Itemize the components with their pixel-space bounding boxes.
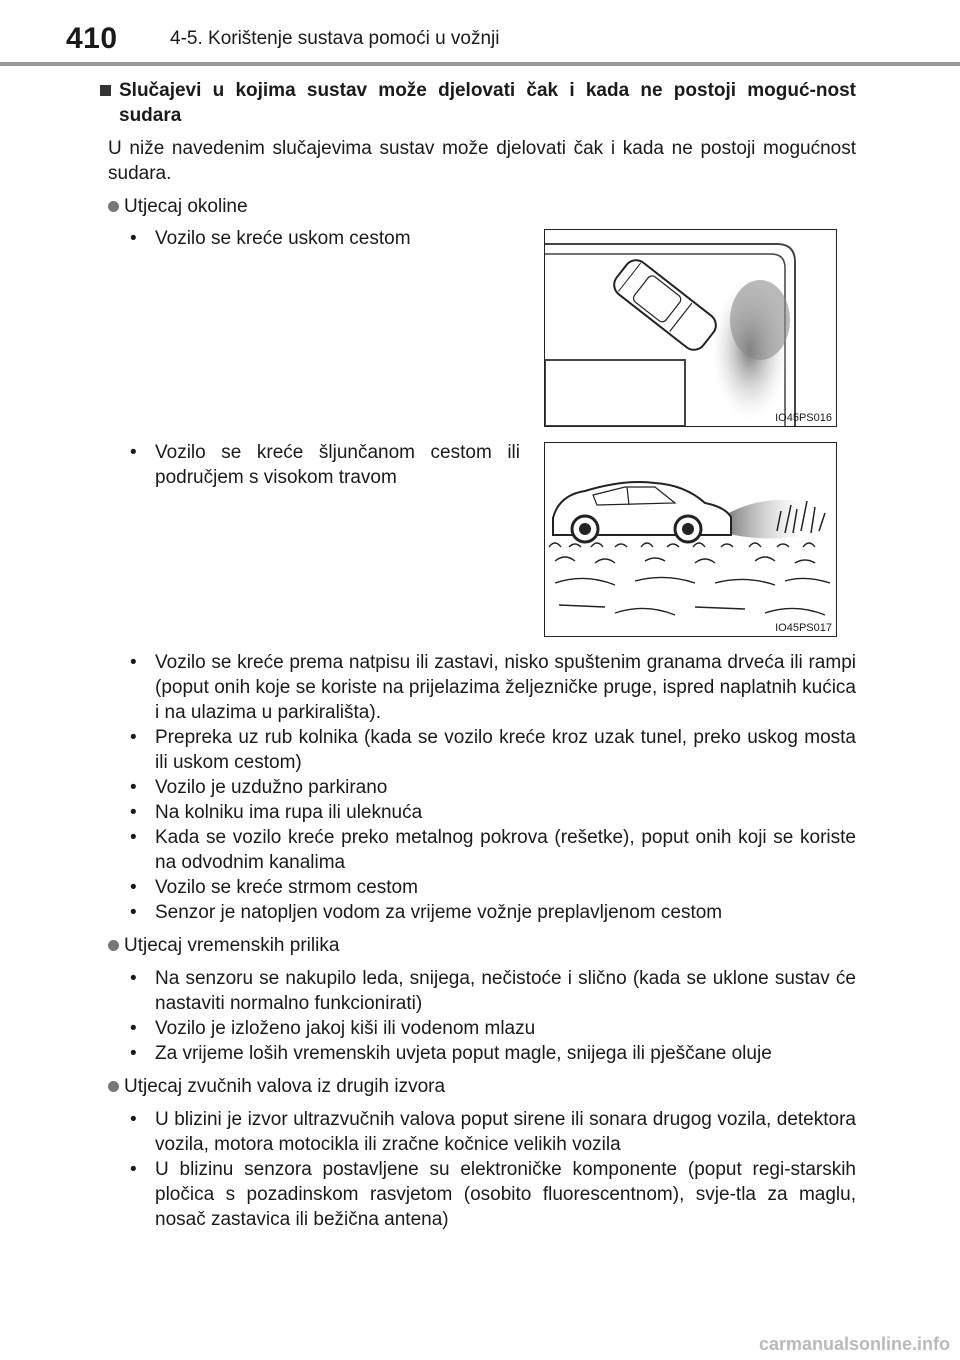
list-item: • Vozilo se kreće strmom cestom [100, 875, 856, 900]
page-number: 410 [66, 22, 118, 55]
list-item: • Vozilo se kreće prema natpisu ili zastavi, nisko spuštenim granama drveća ili rampi (poput onih koje se koriste na prijelazima željezničke pruge, ispred naplatnih kućica i na ulazima u parkirališta). [100, 650, 856, 725]
lower-content [100, 650, 856, 1232]
figure-code: IO45PS016 [775, 412, 832, 424]
circle-bullet-icon [108, 1081, 119, 1092]
list-item: • U blizini je izvor ultrazvučnih valova poput sirene ili sonara drugog vozila, detektora vozila, motora motocikla ili zračne kočnice velikih vozila [100, 1107, 856, 1157]
list-item: • Na kolniku ima rupa ili uleknuća [100, 800, 856, 825]
figure2-caption [100, 440, 520, 490]
figure1-caption [100, 226, 520, 251]
section-title: 4-5. Korištenje sustava pomoći u vožnji [170, 28, 500, 49]
list-item: • Kada se vozilo kreće preko metalnog pokrova (rešetke), poput onih koji se koriste na odvodnim kanalima [100, 825, 856, 875]
intro-paragraph: U niže navedenim slučajevima sustav može djelovati čak i kada ne postoji mogućnost sudara. [108, 138, 856, 184]
list-item: • Vozilo je uzdužno parkirano [100, 775, 856, 800]
heading-text: Slučajevi u kojima sustav može djelovati čak i kada ne postoji moguć-nost sudara [119, 80, 856, 126]
main-content [100, 78, 856, 219]
page-header [0, 0, 960, 62]
list-item: • Za vrijeme loših vremenskih uvjeta poput magle, snijega ili pješčane oluje [100, 1041, 856, 1066]
subheading-weather [108, 933, 856, 958]
circle-bullet-icon [108, 201, 119, 212]
list-item: • Prepreka uz rub kolnika (kada se vozilo kreće kroz uzak tunel, preko uskog mosta ili uskom cestom) [100, 725, 856, 775]
figure-narrow-road [544, 229, 837, 427]
subheading-environment [108, 194, 856, 219]
page-footer [0, 1334, 960, 1360]
section-heading [100, 78, 856, 128]
list-item: • Na senzoru se nakupilo leda, snijega, nečistoće i slično (kada se uklone sustav će nastaviti normalno funkcionirati) [100, 966, 856, 1016]
figure-code: IO45PS017 [775, 622, 832, 634]
subheading-text: Utjecaj okoline [124, 196, 248, 217]
narrow-road-illustration [545, 230, 836, 426]
subheading-text: Utjecaj vremenskih prilika [124, 935, 340, 956]
circle-bullet-icon [108, 940, 119, 951]
list-item: • Vozilo se kreće uskom cestom [100, 226, 520, 251]
list-item: • Vozilo se kreće šljunčanom cestom ili područjem s visokom travom [100, 440, 520, 490]
watermark-text[interactable]: carmanualsonline.info [758, 1334, 950, 1354]
list-item: • U blizinu senzora postavljene su elektroničke komponente (poput regi-starskih pločica s pozadinskom rasvjetom (osobito fluorescentnom), svje-tla za maglu, nosač zastavica ili bežična antena) [100, 1157, 856, 1232]
subheading-text: Utjecaj zvučnih valova iz drugih izvora [124, 1076, 446, 1097]
weather-list [100, 966, 856, 1066]
environment-list [100, 650, 856, 925]
gravel-road-illustration [545, 443, 836, 636]
header-rule [0, 62, 960, 66]
sound-list [100, 1107, 856, 1232]
list-item: • Senzor je natopljen vodom za vrijeme vožnje preplavljenom cestom [100, 900, 856, 925]
list-item: • Vozilo je izloženo jakoj kiši ili vodenom mlazu [100, 1016, 856, 1041]
subheading-sound [108, 1074, 856, 1099]
figure-gravel-road [544, 442, 837, 637]
square-bullet-icon [100, 85, 111, 96]
